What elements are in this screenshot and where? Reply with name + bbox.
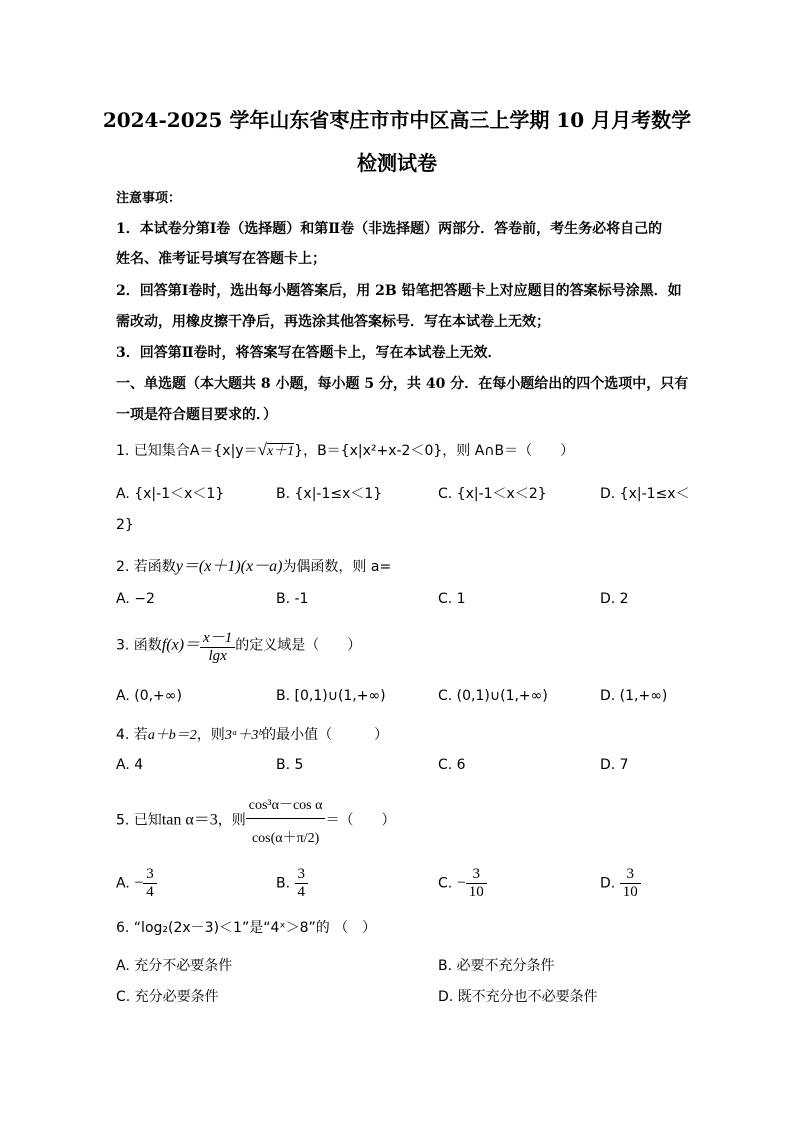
q5-option-b-num: 3	[297, 866, 306, 882]
q1-set-a-close: }，	[294, 443, 318, 459]
q6-option-c: C. 充分必要条件	[116, 989, 219, 1005]
q1-option-a: A. {x|-1＜x＜1}	[116, 486, 225, 502]
q4-option-b: B. 5	[276, 757, 304, 773]
q5-denominator: cos(α＋π/2)	[246, 818, 326, 847]
title-line-1: 2024-2025 学年山东省枣庄市市中区高三上学期 10 月月考数学	[102, 108, 692, 132]
q4-option-d: D. 7	[600, 757, 629, 773]
question-6: 6. “log₂(2x－3)＜1”是“4ˣ＞8”的 （ ）	[116, 920, 377, 936]
q5-mid: ，则	[217, 812, 246, 829]
q3-fraction	[200, 626, 235, 665]
q2-option-b: B. -1	[276, 591, 309, 607]
section-heading-b: 一项是符合题目要求的．）	[116, 407, 277, 423]
q1-set-b: B＝{x|x²+x-2＜0}，则 A∩B＝（ ）	[317, 443, 575, 459]
q5-option-a-den: 4	[143, 883, 157, 901]
notice-heading: 注意事项：	[116, 191, 182, 206]
q5-suffix: ＝（ ）	[325, 812, 396, 829]
q5-option-d-den: 10	[620, 883, 641, 901]
q5-option-d-label: D.	[600, 875, 616, 892]
q6-option-b: B. 必要不充分条件	[438, 958, 555, 974]
section-heading-a: 一、单选题（本大题共 8 小题，每小题 5 分，共 40 分．在每小题给出的四个选项中，只有	[116, 376, 689, 392]
q5-option-d-fraction	[620, 866, 641, 901]
q5-option-c-sign: −	[456, 874, 466, 892]
q4-condition: a＋b＝2	[147, 728, 197, 743]
q3-fx: f(x)＝	[161, 636, 201, 654]
q5-option-d	[600, 866, 641, 901]
q4-option-c: C. 6	[438, 757, 466, 773]
q5-prefix: 5. 已知	[116, 812, 162, 829]
q5-option-a	[116, 866, 157, 901]
q4-option-a: A. 4	[116, 757, 144, 773]
q6-option-d: D. 既不充分也不必要条件	[438, 989, 598, 1005]
q4-mid: ，则	[196, 727, 225, 743]
q5-option-c-fraction	[466, 866, 487, 901]
q3-denominator: lgx	[200, 647, 235, 665]
q2-option-d: D. 2	[600, 591, 629, 607]
q4-prefix: 4. 若	[116, 727, 148, 743]
q1-prefix: 1. 已知集合	[116, 443, 190, 459]
q3-option-b: B. [0,1)∪(1,+∞)	[276, 688, 386, 704]
q5-option-b-den: 4	[295, 883, 309, 901]
q5-option-c-num: 3	[472, 866, 480, 882]
question-2	[116, 553, 391, 576]
q3-suffix: 的定义域是（ ）	[235, 637, 362, 654]
question-3	[116, 626, 361, 665]
q1-option-b: B. {x|-1≤x＜1}	[276, 486, 383, 502]
q3-numerator: x－1	[203, 630, 233, 646]
q5-option-c-den: 10	[466, 883, 487, 901]
q5-option-c	[438, 866, 487, 901]
question-5	[116, 794, 395, 847]
q1-option-d: D. {x|-1≤x＜	[600, 486, 690, 502]
q3-option-a: A. (0,+∞)	[116, 688, 182, 704]
q1-option-d-wrap: 2}	[116, 517, 134, 533]
sqrt-symbol: √	[257, 440, 267, 459]
q5-option-b	[276, 866, 308, 901]
q3-prefix: 3. 函数	[116, 637, 162, 654]
q1-set-a: A＝{x|y＝	[189, 443, 258, 459]
q5-option-d-num: 3	[626, 866, 634, 882]
q2-option-a: A. −2	[116, 591, 155, 607]
q5-option-a-label: A.	[116, 875, 130, 892]
q1-option-c: C. {x|-1＜x＜2}	[438, 486, 547, 502]
title-line-2: 检测试卷	[357, 151, 437, 175]
q2-expr: y＝(x＋1)(x－a)	[175, 558, 283, 575]
notice-1a: 1．本试卷分第Ⅰ卷（选择题）和第Ⅱ卷（非选择题）两部分．答卷前，考生务必将自己的	[116, 221, 663, 237]
q5-option-c-label: C.	[438, 875, 453, 892]
q3-option-d: D. (1,+∞)	[600, 688, 668, 704]
q5-option-a-fraction	[143, 866, 157, 901]
q3-option-c: C. (0,1)∪(1,+∞)	[438, 688, 548, 704]
notice-3: 3．回答第Ⅱ卷时，将答案写在答题卡上，写在本试卷上无效．	[116, 345, 502, 361]
q5-option-a-num: 3	[146, 866, 154, 882]
q5-option-b-fraction	[295, 866, 309, 901]
q1-sqrt-body: x＋1	[266, 444, 295, 459]
notice-2b: 需改动，用橡皮擦干净后，再选涂其他答案标号．写在本试卷上无效；	[116, 314, 550, 330]
q2-suffix: 为偶函数，则 a=	[282, 559, 392, 575]
notice-2a: 2．回答第Ⅰ卷时，选出每小题答案后，用 2B 铅笔把答题卡上对应题目的答案标号涂黑．如	[116, 283, 682, 299]
question-4	[116, 724, 388, 744]
q2-prefix: 2. 若函数	[116, 559, 176, 575]
q5-option-b-label: B.	[276, 875, 291, 892]
q6-option-a: A. 充分不必要条件	[116, 958, 233, 974]
question-1	[116, 440, 574, 460]
q5-condition: tan α＝3	[161, 811, 218, 829]
q4-expression: 3ᵃ＋3ᵇ	[224, 728, 263, 743]
q5-option-a-sign: −	[134, 874, 144, 892]
q4-suffix: 的最小值（ ）	[262, 727, 389, 743]
q5-numerator: cos³α－cos α	[248, 798, 323, 813]
notice-1b: 姓名、准考证号填写在答题卡上；	[116, 251, 326, 267]
q2-option-c: C. 1	[438, 591, 466, 607]
q5-fraction	[246, 794, 326, 847]
